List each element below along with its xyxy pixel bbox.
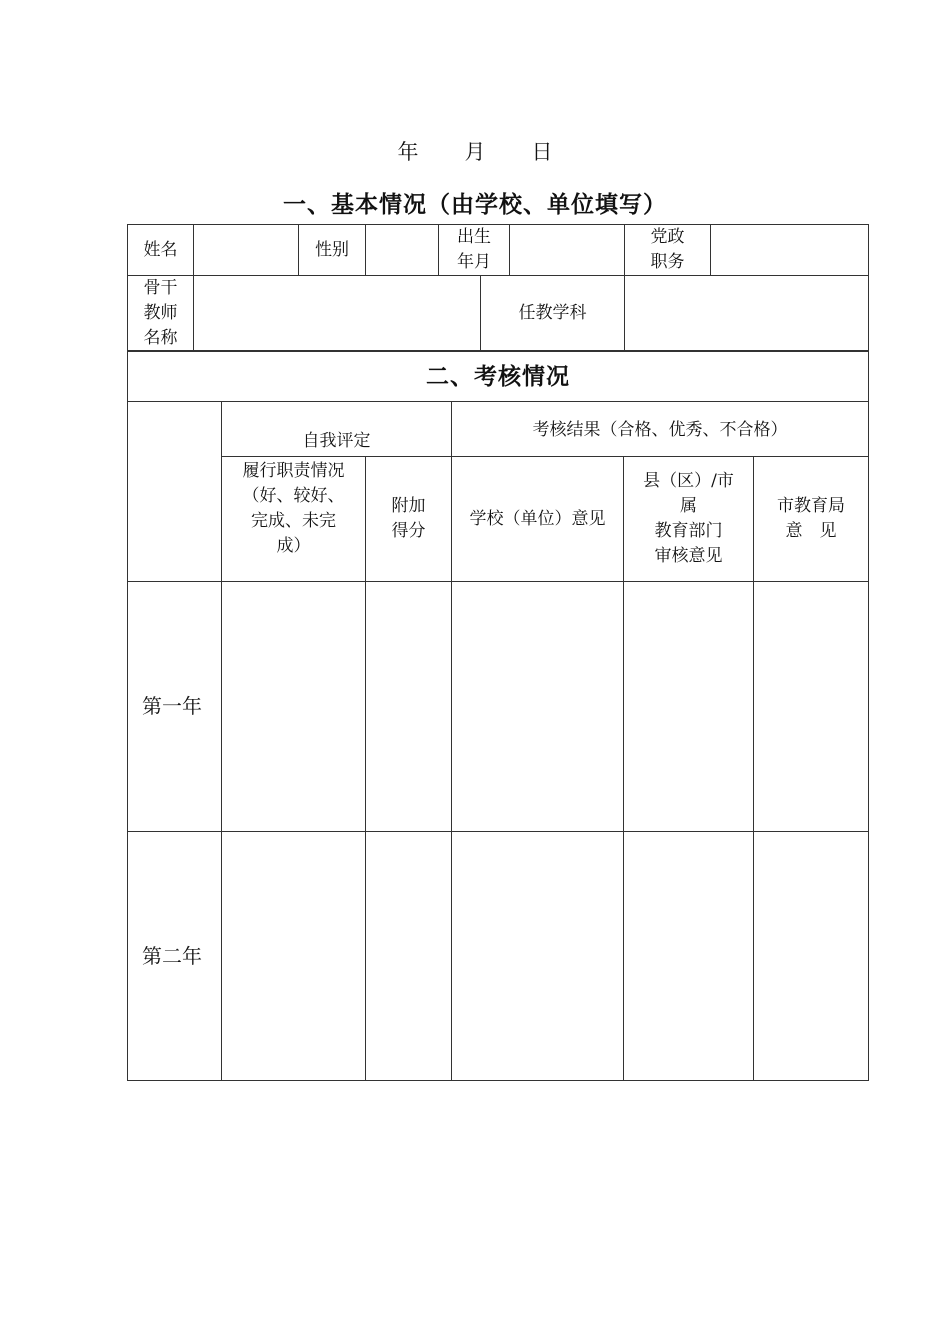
county-line1: 县（区）/市 [643,471,734,491]
year-row-2 [128,832,869,1081]
duty-line3: 完成、未完 [251,511,336,531]
year2-city-field[interactable] [754,832,869,1081]
assessment-header-row-1 [128,402,869,457]
name-field[interactable] [194,225,299,276]
party-label-line2: 职务 [650,252,685,272]
year-header-cell [128,402,222,582]
duty-header [222,457,366,582]
year2-bonus-field[interactable] [366,832,452,1081]
result-header: 考核结果（合格、优秀、不合格） [452,402,869,457]
year1-bonus-field[interactable] [366,582,452,832]
county-opinion-header [624,457,754,582]
basic-info-row-2 [128,276,869,352]
basic-info-table [127,224,869,352]
bonus-line2: 得分 [391,521,426,541]
date-line [0,136,950,166]
year2-duty-field[interactable] [222,832,366,1081]
county-line2: 属 [680,496,697,516]
year-label-1: 第一年 [128,582,222,832]
self-eval-header: 自我评定 [222,402,452,457]
date-day: 日 [531,140,553,164]
year1-school-field[interactable] [452,582,624,832]
birth-label-line2: 年月 [457,252,491,272]
duty-line2: （好、较好、 [242,486,345,506]
section2-title: 二、考核情况 [128,351,869,402]
party-field[interactable] [711,225,869,276]
year2-county-field[interactable] [624,832,754,1081]
school-opinion-header: 学校（单位）意见 [452,457,624,582]
county-line4: 审核意见 [654,546,723,566]
year2-school-field[interactable] [452,832,624,1081]
basic-info-row-1 [128,225,869,276]
birth-label [439,225,510,276]
party-label-line1: 党政 [650,227,685,247]
bonus-line1: 附加 [391,496,426,516]
backbone-label-line1: 骨干 [143,278,178,298]
backbone-field[interactable] [194,276,481,352]
date-month: 月 [464,140,486,164]
name-label: 姓名 [128,225,194,276]
subject-label: 任教学科 [481,276,625,352]
year1-city-field[interactable] [754,582,869,832]
gender-label: 性别 [299,225,366,276]
section1-title: 一、基本情况（由学校、单位填写） [283,191,667,218]
assessment-header-row-2 [128,457,869,582]
bonus-header [366,457,452,582]
assessment-table [127,350,869,1081]
birth-label-line1: 出生 [457,227,491,247]
birth-field[interactable] [510,225,625,276]
city-line1: 市教育局 [777,496,846,516]
gender-field[interactable] [366,225,439,276]
year1-duty-field[interactable] [222,582,366,832]
duty-line1: 履行职责情况 [242,461,345,481]
duty-line4: 成） [276,536,311,556]
year-row-1 [128,582,869,832]
year1-county-field[interactable] [624,582,754,832]
city-opinion-header [754,457,869,582]
backbone-label-line3: 名称 [143,328,178,348]
date-year: 年 [397,140,419,164]
subject-field[interactable] [625,276,869,352]
county-line3: 教育部门 [654,521,723,541]
city-line2: 意 见 [785,521,837,541]
year-label-2: 第二年 [128,832,222,1081]
party-label [625,225,711,276]
backbone-label [128,276,194,352]
assessment-title-row [128,351,869,402]
backbone-label-line2: 教师 [143,303,178,323]
